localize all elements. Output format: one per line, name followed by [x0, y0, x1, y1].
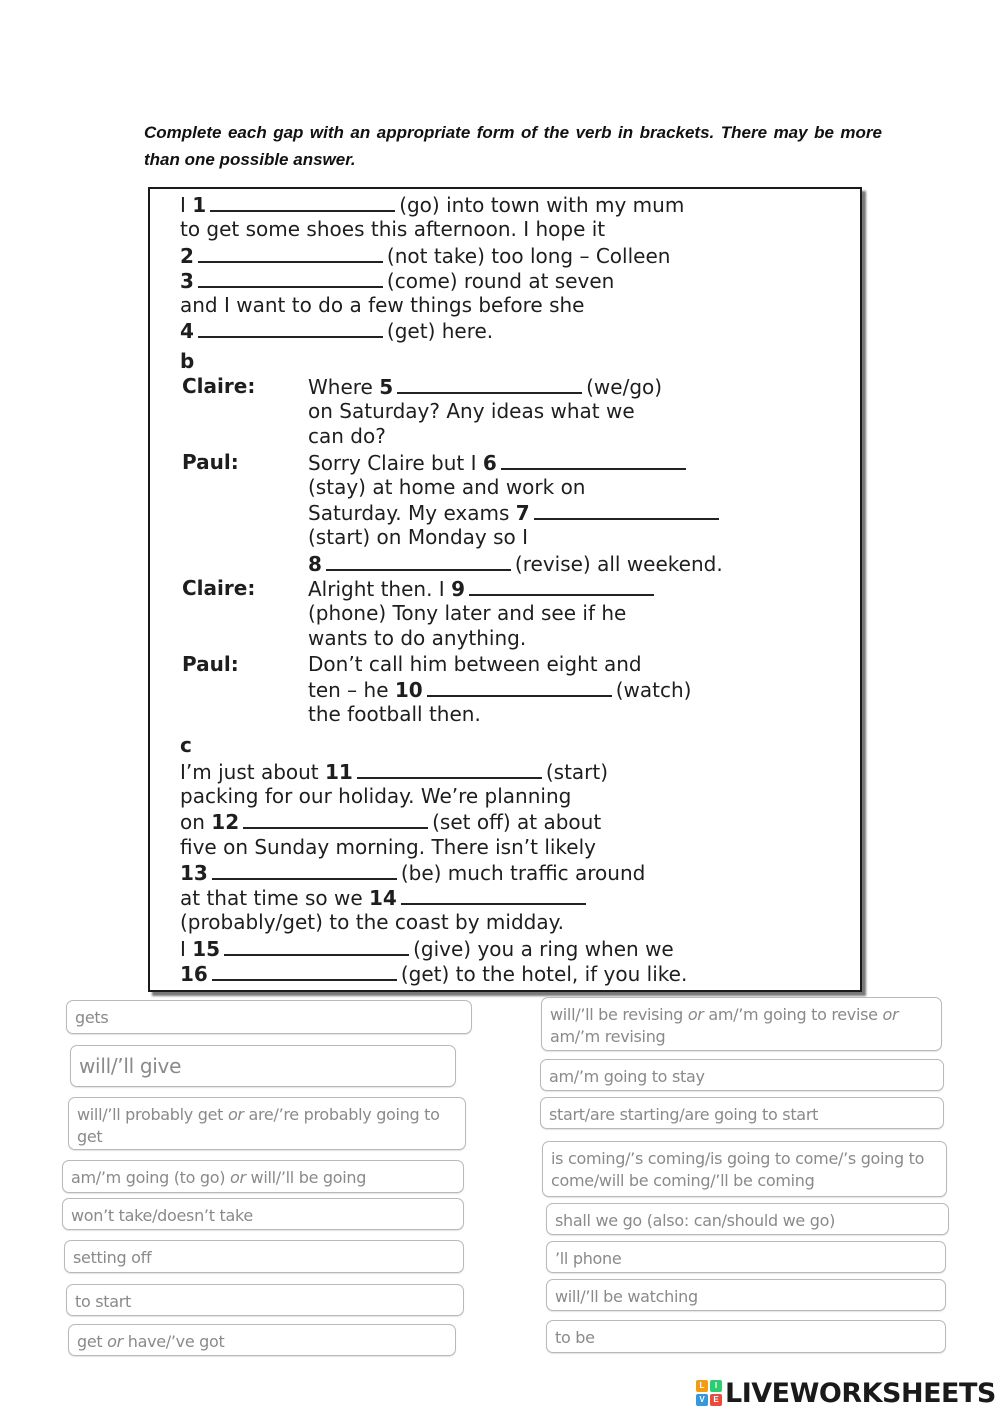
speaker-label: Claire:	[182, 374, 256, 398]
exercise-line: to get some shoes this afternoon. I hope it	[180, 217, 606, 241]
answer-tile[interactable]: am/’m going (to go) or will/’ll be going	[62, 1160, 464, 1193]
answer-tile[interactable]: ’ll phone	[546, 1241, 946, 1273]
exercise-box	[148, 187, 862, 992]
logo-tile: L	[696, 1380, 708, 1392]
question-number: 14	[369, 886, 397, 910]
speaker-label: Claire:	[182, 576, 256, 600]
exercise-line: on 12 (set off) at about	[180, 810, 602, 834]
answer-gap[interactable]	[198, 243, 383, 263]
exercise-line: (phone) Tony later and see if he	[308, 601, 627, 625]
question-number: 13	[180, 861, 208, 885]
question-number: 11	[325, 760, 353, 784]
exercise-line: I’m just about 11 (start)	[180, 760, 609, 784]
question-number: 6	[482, 451, 497, 475]
liveworksheets-logo[interactable]	[696, 1378, 996, 1408]
section-label-b: b	[180, 349, 195, 373]
answer-tile[interactable]: to start	[66, 1284, 464, 1316]
answer-gap[interactable]	[534, 500, 719, 520]
question-number: 16	[180, 962, 208, 986]
question-number: 5	[379, 375, 394, 399]
answer-gap[interactable]	[224, 936, 409, 956]
answer-tile[interactable]: shall we go (also: can/should we go)	[546, 1203, 949, 1235]
answer-tile[interactable]: to be	[546, 1320, 946, 1353]
exercise-line: 8 (revise) all weekend.	[308, 552, 723, 576]
answer-gap[interactable]	[198, 318, 383, 338]
exercise-line: (probably/get) to the coast by midday.	[180, 910, 564, 934]
answer-gap[interactable]	[401, 885, 586, 905]
exercise-line: 16 (get) to the hotel, if you like.	[180, 962, 688, 986]
logo-icon	[696, 1380, 722, 1406]
exercise-line: wants to do anything.	[308, 626, 527, 650]
logo-tile: V	[696, 1394, 708, 1406]
question-number: 1	[192, 193, 207, 217]
exercise-line: (stay) at home and work on	[308, 475, 586, 499]
exercise-line: I 1 (go) into town with my mum	[180, 193, 685, 217]
answer-tile[interactable]: won’t take/doesn’t take	[62, 1198, 464, 1230]
exercise-line: can do?	[308, 424, 386, 448]
exercise-line: five on Sunday morning. There isn’t likely	[180, 835, 596, 859]
exercise-line: and I want to do a few things before she	[180, 293, 585, 317]
answer-gap[interactable]	[397, 374, 582, 394]
exercise-line: Sorry Claire but I 6	[308, 450, 690, 476]
question-number: 9	[451, 577, 465, 601]
answer-gap[interactable]	[427, 677, 612, 697]
exercise-line: (start) on Monday so I	[308, 525, 529, 549]
answer-tile[interactable]: gets	[66, 1000, 472, 1034]
question-number: 3	[180, 269, 194, 293]
exercise-line: 3 (come) round at seven	[180, 269, 615, 293]
exercise-line: on Saturday? Any ideas what we	[308, 399, 635, 423]
answer-gap[interactable]	[357, 759, 542, 779]
question-number: 7	[515, 501, 530, 525]
answer-gap[interactable]	[326, 551, 511, 571]
section-label-c: c	[180, 733, 192, 757]
answer-tile[interactable]: will/’ll be watching	[546, 1279, 946, 1311]
question-number: 4	[180, 319, 194, 343]
exercise-line: Where 5 (we/go)	[308, 375, 663, 399]
question-number: 8	[308, 552, 322, 576]
answer-tile[interactable]: get or have/’ve got	[68, 1324, 456, 1356]
exercise-line: Saturday. My exams 7	[308, 500, 723, 526]
exercise-line: I 15 (give) you a ring when we	[180, 937, 674, 961]
answer-tile[interactable]: start/are starting/are going to start	[540, 1097, 944, 1129]
exercise-line: 4 (get) here.	[180, 319, 494, 343]
logo-tile: E	[710, 1394, 722, 1406]
answer-tile[interactable]: will/’ll be revising or am/’m going to revise or am/’m revising	[541, 997, 942, 1051]
answer-tile[interactable]: will/’ll give	[70, 1045, 456, 1087]
question-number: 12	[211, 810, 240, 834]
question-number: 10	[394, 678, 423, 702]
logo-tile: I	[710, 1380, 722, 1392]
speaker-label: Paul:	[182, 450, 239, 474]
exercise-line: the football then.	[308, 702, 481, 726]
answer-tile[interactable]: will/’ll probably get or are/’re probably going to get	[68, 1097, 466, 1150]
answer-gap[interactable]	[469, 576, 654, 596]
speaker-label: Paul:	[182, 652, 239, 676]
answer-tile[interactable]: am/’m going to stay	[540, 1059, 944, 1091]
exercise-line: 13 (be) much traffic around	[180, 861, 646, 885]
instructions: Complete each gap with an appropriate form of the verb in brackets. There may be more than one possible answer.	[144, 123, 882, 169]
answer-gap[interactable]	[210, 192, 395, 212]
exercise-line: packing for our holiday. We’re planning	[180, 784, 572, 808]
answer-gap[interactable]	[212, 961, 397, 981]
exercise-line: ten – he 10 (watch)	[308, 678, 692, 702]
exercise-line: at that time so we 14	[180, 885, 590, 911]
logo-text: LIVEWORKSHEETS	[725, 1377, 996, 1409]
exercise-line: Alright then. I 9	[308, 576, 658, 602]
answer-gap[interactable]	[501, 450, 686, 470]
answer-gap[interactable]	[198, 268, 383, 288]
answer-tile[interactable]: setting off	[64, 1240, 464, 1273]
question-number: 15	[192, 937, 221, 961]
answer-gap[interactable]	[212, 860, 397, 880]
exercise-line: Don’t call him between eight and	[308, 652, 642, 676]
exercise-line: 2 (not take) too long – Colleen	[180, 244, 671, 268]
answer-tile[interactable]: is coming/’s coming/is going to come/’s going to come/will be coming/’ll be coming	[542, 1141, 947, 1197]
question-number: 2	[180, 244, 194, 268]
answer-gap[interactable]	[243, 809, 428, 829]
